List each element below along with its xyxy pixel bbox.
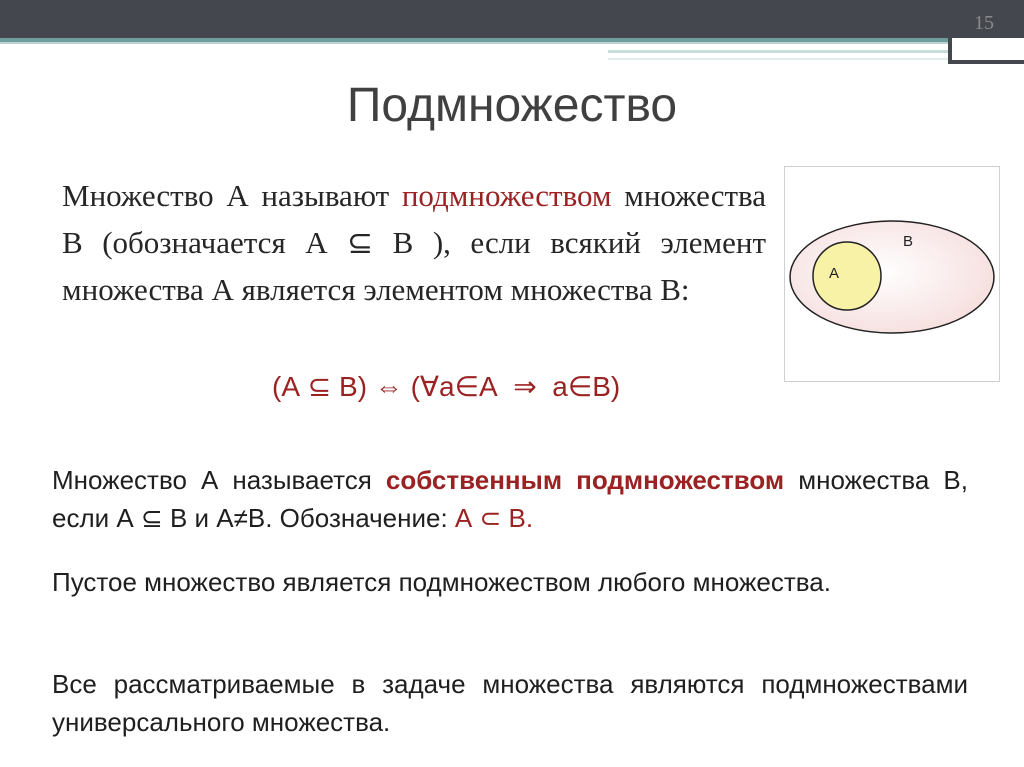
universal-set-paragraph: Все рассматриваемые в задаче множества являются подмножествами универсального множества. [52,669,968,737]
set-b-label: B [903,233,914,250]
proper-subset-term: собственным подмножеством [385,465,785,495]
set-a-circle [813,242,881,310]
empty-set-paragraph: Пустое множество является подмножеством любого множества. [52,567,831,597]
proper-subset-text-1: Множество А называется [52,465,386,495]
header-corner-horizontal [948,60,1024,64]
definition-text-2: множества В (обозначается А ⊆ В ), если всякий элемент множества А является элементом множества В: [62,178,766,307]
proper-subset-text-2: множества В, если А ⊆ В и А≠В. Обозначение: [52,465,968,533]
slide-title: Подмножество [346,79,678,132]
proper-subset-notation: А ⊂ В. [454,503,534,533]
set-a-label: A [829,265,840,282]
header-accent-stripe [608,50,952,53]
proper-subset-paragraph [52,461,968,537]
subset-formula: (А ⊆ В) ⇔ (∀a∈А ⇒ a∈В) [272,371,621,402]
slide-number: 15 [974,12,994,34]
definition-text-1: Множество А называют [62,178,402,213]
subset-definition [62,172,766,313]
header-accent-stripe-light [608,58,952,60]
header-bar [0,0,1024,38]
header-stripe-light [0,42,948,44]
definition-term: подмножеством [401,178,612,213]
venn-diagram-svg [785,167,1001,383]
venn-diagram [784,166,1000,382]
